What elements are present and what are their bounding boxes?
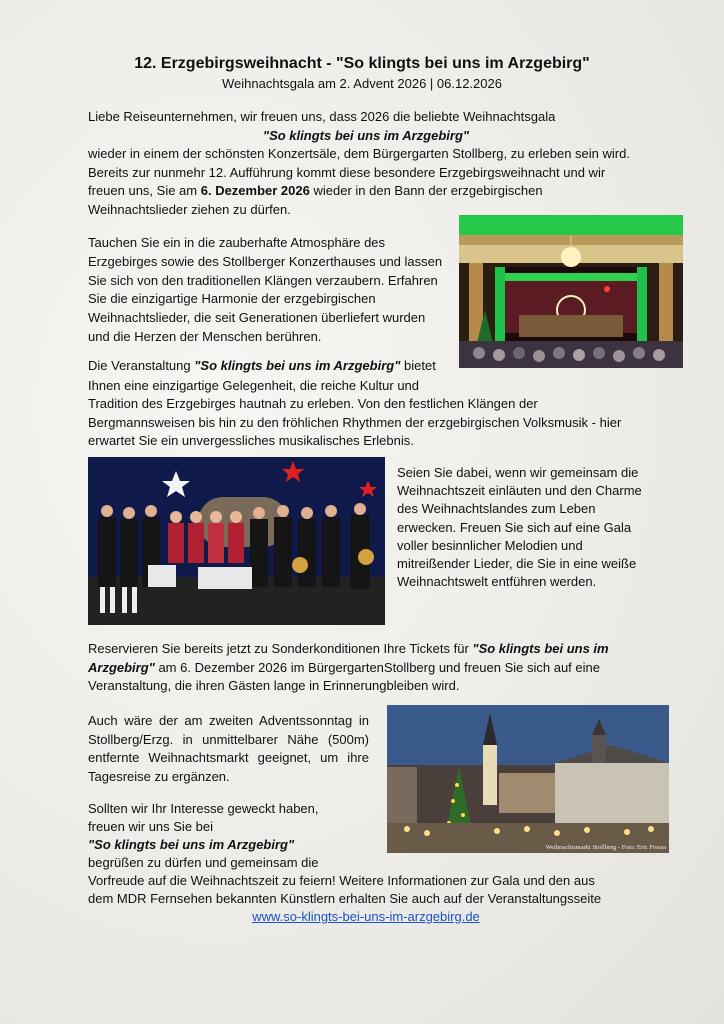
reserve-rest: am 6. Dezember 2026 im BürgergartenStollberg und freuen Sie sich auf eine Veranstaltung, die ihren Gästen lange in Erinnerungbleiben wird. bbox=[88, 659, 600, 694]
closing-line-1: Sollten wir Ihr Interesse geweckt haben, bbox=[88, 801, 319, 816]
miners-band-photo bbox=[88, 457, 385, 625]
intro-text-after-date: wieder in den Bann der erzgebirgischen Weihnachtslieder ziehen zu dürfen. bbox=[88, 183, 543, 217]
market-paragraph: Auch wäre der am zweiten Adventssonntag in Stollberg/Erzg. in unmittelbarer Nähe (500m) entfernte Weihnachtsmarkt geeignet, um ihre Tagesreise zu ergänzen. bbox=[88, 713, 369, 784]
christmas-market-photo bbox=[387, 705, 669, 853]
event-line-1 bbox=[88, 357, 458, 376]
intro-date: 6. Dezember 2026 bbox=[200, 183, 310, 199]
market-photo-caption: Weihnachtsmarkt Stollberg - Foto: Eric Fressa bbox=[545, 844, 666, 851]
intro-line: Liebe Reiseunternehmen, wir freuen uns, dass 2026 die beliebte Weihnachtsgala bbox=[88, 109, 556, 124]
miners-band-illustration bbox=[88, 457, 385, 625]
concert-hall-photo bbox=[459, 215, 683, 368]
event-paragraph-rest: Tradition des Erzgebirges hautnah zu erleben. Von den festlichen Klängen der Bergmannsweisen bis hin zu den fröhlichen Rhythmen der erzgebirgischen Volksmusik - hier erwartet Sie ein unvergessliches musikalisches Erlebnis. bbox=[88, 396, 622, 449]
event-line-2: Ihnen eine einzigartige Gelegenheit, die reiche Kultur und bbox=[88, 378, 420, 393]
intro-text-before-date: wieder in einem der schönsten Konzertsäle, dem Bürgergarten Stollberg, zu erleben sein wird. Bereits zur nunmehr 12. Aufführung kommt diese besondere Erzgebirgsweihnacht und wir freuen uns, Sie am bbox=[88, 146, 630, 199]
event-prefix: Die Veranstaltung bbox=[88, 358, 195, 373]
christmas-market-illustration bbox=[387, 705, 669, 853]
page-title: 12. Erzgebirgsweihnacht - "So klingts bei uns im Arzgebirg" bbox=[134, 55, 590, 72]
closing-line-2: freuen wir uns Sie bei bbox=[88, 819, 214, 834]
intro-show-name: "So klingts bei uns im Arzgebirg" bbox=[262, 128, 470, 143]
event-line1-rest: bietet bbox=[400, 358, 436, 373]
event-show-name: "So klingts bei uns im Arzgebirg" bbox=[194, 358, 401, 373]
page-subtitle: Weihnachtsgala am 2. Advent 2026 | 06.12.2026 bbox=[222, 76, 502, 91]
closing-line-5: Vorfreude auf die Weihnachtszeit zu feiern! Weitere Informationen zur Gala und den aus bbox=[88, 873, 595, 888]
event-website-link[interactable]: www.so-klingts-bei-uns-im-arzgebirg.de bbox=[252, 909, 480, 924]
atmosphere-paragraph: Tauchen Sie ein in die zauberhafte Atmosphäre des Erzgebirges sowie des Stollberger Konzerthauses und lassen Sie sich von den traditionellen Klängen verzaubern. Erfahren Sie die einzigartige Harmonie der erzgebirgischen Weihnachtslieder, die seit Generationen überliefert wurden und die Herzen der Menschen berühren. bbox=[88, 235, 443, 344]
reserve-show-name: "So klingts bei uns im Arzgebirg" bbox=[88, 641, 609, 675]
concert-hall-illustration bbox=[459, 215, 683, 368]
reserve-prefix: Reservieren Sie bereits jetzt zu Sonderkonditionen Ihre Tickets für bbox=[88, 641, 473, 656]
event-url-row bbox=[88, 908, 644, 927]
closing-show-name: "So klingts bei uns im Arzgebirg" bbox=[88, 837, 295, 852]
reserve-paragraph bbox=[88, 640, 642, 696]
closing-line-6: dem MDR Fernsehen bekannten Künstlern erhalten Sie auch auf der Veranstaltungsseite bbox=[88, 891, 602, 906]
join-paragraph: Seien Sie dabei, wenn wir gemeinsam die Weihnachtszeit einläuten und den Charme des Weihnachtslandes zum Leben erwecken. Freuen Sie sich auf eine Gala voller besinnlicher Melodien und mitreißender Lieder, die Sie in eine weiße Weihnachtswelt entführen werden. bbox=[397, 465, 642, 590]
closing-line-4: begrüßen zu dürfen und gemeinsam die bbox=[88, 855, 319, 870]
intro-paragraph bbox=[88, 145, 644, 219]
